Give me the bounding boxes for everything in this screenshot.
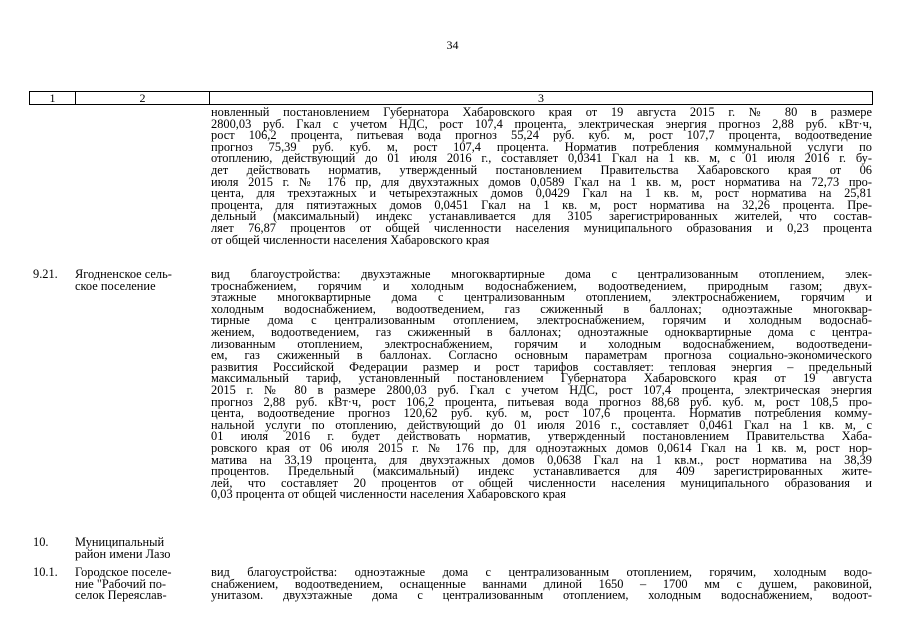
page-number: 34 — [446, 38, 459, 52]
text-line: снабжением, водоотведением, оснащенные ваннами длиной 1650 – 1700 мм с душем, раковиной, — [211, 576, 872, 591]
text-line: 0,03 процента от общей численности населения Хабаровского края — [211, 487, 567, 502]
text-line: тирные дома с централизованным отоплением, электроснабжением, горячим и холодным водоснаб- — [211, 313, 872, 328]
row-name-line: Ягодненское сель- — [75, 267, 172, 281]
table-header-col-1: 1 — [49, 91, 56, 105]
text-line: новленный постановлением Губернатора Хабаровского края от 19 августа 2015 г. № 80 в размере — [211, 105, 872, 119]
row-name-line: ние "Рабочий по- — [75, 576, 167, 591]
row-name-line: ское поселение — [75, 278, 156, 293]
text-line: этажные многоквартирные дома с централизованным отоплением, электроснабжением, горячим и — [211, 290, 872, 305]
text-line: вид благоустройства: двухэтажные многоквартирные дома с централизованным отоплением, элек- — [211, 267, 872, 281]
table-header-col-2: 2 — [139, 91, 146, 105]
row-name — [75, 269, 172, 292]
row-name — [75, 567, 172, 602]
text-line: прогноз 2,88 руб. кВт·ч, рост 106,2 процента, питьевая вода прогноз 88,68 руб. куб. м, рост 108,5 про- — [211, 394, 872, 409]
text-line: 2015 г. № 80 в размере 2800,03 руб. Гкал с учетом НДС, рост 107,4 процента, электрическая энергия — [211, 382, 872, 397]
row-name-line: район имени Лазо — [75, 546, 171, 561]
row-number: 10.1. — [33, 565, 58, 579]
text-line: цента, для трехэтажных и четырехэтажных домов 0,0429 Гкал на 1 кв. м, рост норматива на 25,81 — [211, 186, 872, 201]
row-name — [75, 537, 171, 560]
row-text — [211, 269, 872, 501]
text-line: процента, для пятиэтажных домов 0,0451 Гкал на 1 кв. м, рост норматива на 32,26 процента. Пре- — [211, 197, 872, 212]
text-line: развития Российской Федерации размер и рост тарифов составляет: тепловая энергия – предельный — [211, 359, 872, 374]
table-header-row — [29, 91, 873, 105]
row-name-line: селок Переяслав- — [75, 588, 167, 603]
row-number: 9.21. — [33, 267, 58, 281]
text-line: ляет 76,87 процентов от общей численности населения муниципального образования и 0,23 процента — [211, 220, 872, 235]
text-line: процентов. Предельный (максимальный) индекс устанавливается для 409 зарегистрированных жите- — [211, 464, 872, 479]
text-line: дет действовать норматив, утвержденный постановлением Правительства Хабаровского края от 06 — [211, 162, 872, 177]
table-header-col-3: 3 — [538, 91, 544, 105]
text-line: ровского края от 06 июля 2015 г. № 176 пр, для одноэтажных домов 0,0614 Гкал на 1 кв. м, рост нор- — [211, 440, 872, 455]
continuation-text — [211, 107, 872, 246]
text-line: жением, водоотведением, газ сжиженный в баллонах; одноэтажные одноквартирные дома с центра- — [211, 324, 872, 339]
text-line: холодным водоснабжением, водоотведением, газ сжиженный в баллонах; одноэтажные многоквар- — [211, 301, 872, 316]
text-line: лей, что составляет 20 процентов от общей численности населения муниципального образования и — [211, 475, 872, 490]
row-number: 10. — [33, 535, 49, 549]
text-line: июля 2015 г. № 176 пр, для двухэтажных домов 0,0589 Гкал на 1 кв. м, рост норматива на 72,73 про- — [211, 174, 872, 189]
text-line: вид благоустройства: одноэтажные дома с централизованным отоплением, горячим, холодным водо- — [211, 565, 872, 579]
row-name-line: Муниципальный — [75, 535, 165, 549]
text-line: прогноз 75,39 руб. куб. м, рост 107,4 процента. Норматив потребления коммунальной услуги по — [211, 139, 872, 154]
text-line: троснабжением, горячим и холодным водоснабжением, водоотведением, природным газом; двух- — [211, 278, 872, 293]
row-text — [211, 567, 872, 602]
text-line: отоплению, действующий до 01 июля 2016 г., составляет 0,0341 Гкал на 1 кв. м, с 01 июля 2016 г. бу- — [211, 151, 872, 166]
text-line: 2800,03 руб. Гкал с учетом НДС, рост 107,4 процента, электрическая энергия прогноз 2,88 руб. кВт·ч, — [211, 116, 872, 131]
text-line: лизованным отоплением, электроснабжением, горячим и холодным водоснабжением, водоотведени- — [211, 336, 872, 351]
text-line: нальной услуги по отоплению, действующий до 01 июля 2016 г., составляет 0,0461 Гкал на 1 кв. м, с — [211, 417, 872, 432]
row-name-line: Городское поселе- — [75, 565, 172, 579]
text-line: унитазом. двухэтажные дома с централизованным отоплением, холодным водоснабжением, водоот- — [211, 588, 872, 603]
text-line: от общей численности населения Хабаровского края — [211, 232, 490, 247]
text-line: матива на 33,19 процента, для двухэтажных домов 0,0638 Гкал на 1 кв.м., рост норматива на 38,39 — [211, 452, 872, 467]
text-line: дельный (максимальный) индекс устанавливается для 3105 зарегистрированных жителей, что состав- — [211, 209, 872, 224]
text-line: рост 106,2 процента, питьевая вода прогноз 55,24 руб. куб. м, рост 107,7 процента, водоотведение — [211, 128, 872, 143]
text-line: ем, газ сжиженный в баллонах. Согласно основным параметрам прогноза социально-экономического — [211, 348, 872, 363]
text-line: максимальный тариф, установленный постановлением Губернатора Хабаровского края от 19 августа — [211, 371, 872, 386]
text-line: 01 июля 2016 г. будет действовать норматив, утвержденный постановлением Правительства Хаба- — [211, 429, 872, 444]
text-line: цента, водоотведение прогноз 120,62 руб. куб. м, рост 107,6 процента. Норматив потребления комму- — [211, 406, 872, 421]
